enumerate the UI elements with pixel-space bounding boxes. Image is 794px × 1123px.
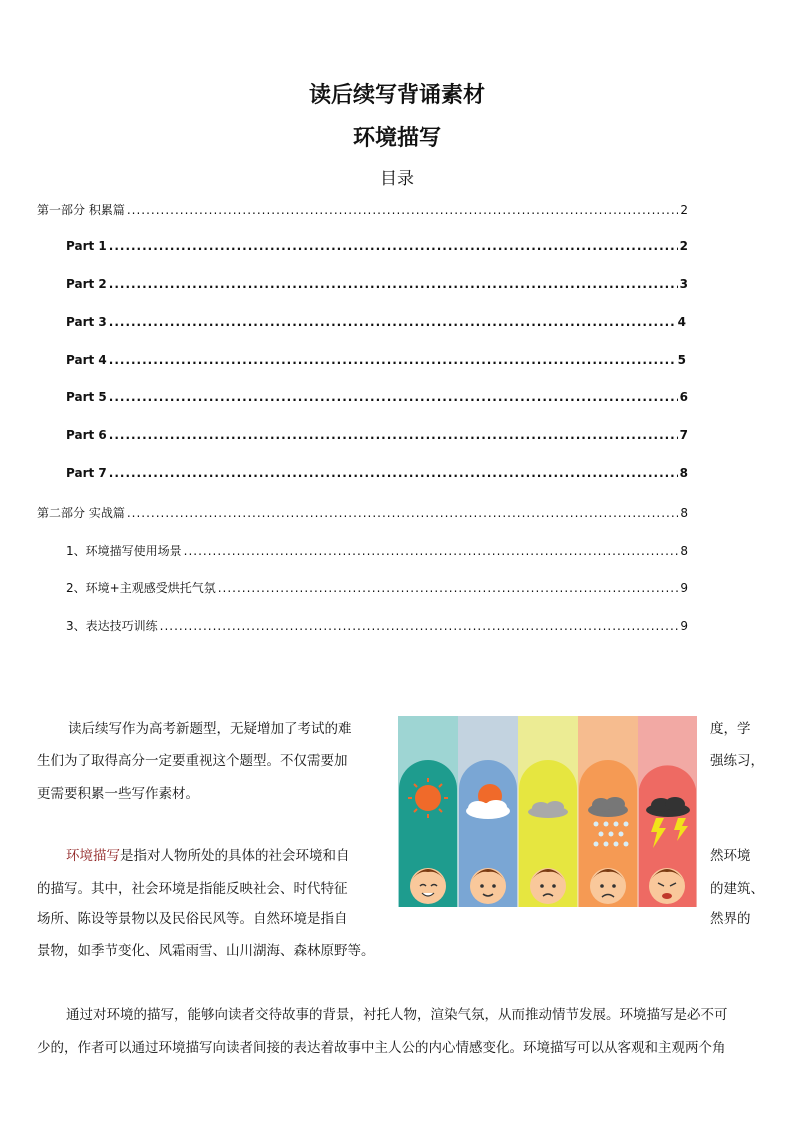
toc-page-number: 8 [680,506,688,520]
para1-line1-left: 读后续写作为高考新题型，无疑增加了考试的难 [68,721,352,737]
toc-entry-part-1[interactable] [66,239,688,253]
para1-line3: 更需要积累一些写作素材。 [37,786,199,802]
toc-label: Part 6 [66,428,107,442]
toc-entry-part1[interactable] [37,201,688,218]
para1-line2-left: 生们为了取得高分一定要重视这个题型。不仅需要加 [37,753,348,769]
para2-line3-right: 然界的 [710,911,751,927]
toc-leader [109,428,678,442]
toc-page-number: 2 [679,239,688,253]
toc-page-number: 4 [677,315,686,329]
toc-leader [109,277,678,291]
toc-leader [109,466,678,480]
para3-line2: 少的，作者可以通过环境描写向读者间接的表达着故事中主人公的内心情感变化。环境描写可以从客观和主观两个角 [37,1040,726,1056]
weather-moods-illustration [398,716,697,907]
toc-page-number: 9 [680,581,688,595]
toc-entry-part-5[interactable] [66,390,688,404]
toc-leader [109,315,676,329]
toc-entry-atmosphere[interactable] [66,579,688,596]
toc-entry-part-4[interactable] [66,353,686,367]
toc-page-number: 6 [679,390,688,404]
para1-line1-right: 度，学 [710,721,751,737]
toc-entry-part2[interactable] [37,504,688,521]
toc-entry-part-7[interactable] [66,466,688,480]
toc-page-number: 9 [680,619,688,633]
toc-label: 2、环境+主观感受烘托气氛 [66,581,216,595]
smiling-face-icon [470,868,506,904]
sad-face-icon [590,868,626,904]
toc-page-number: 3 [679,277,688,291]
para2-line1-text: 是指对人物所处的具体的社会环境和自 [120,848,350,864]
toc-leader [109,390,678,404]
toc-leader [218,581,679,595]
para2-line4: 景物，如季节变化、风霜雨雪、山川湖海、森林原野等。 [37,943,375,959]
toc-label: 第一部分 积累篇 [37,203,125,217]
toc-leader [127,506,679,520]
toc-label: 1、环境描写使用场景 [66,544,182,558]
neutral-face-icon [530,868,566,904]
para2-line1-right: 然环境 [710,848,751,864]
toc-label: Part 3 [66,315,107,329]
toc-leader [127,203,679,217]
toc-entry-techniques[interactable] [66,617,688,634]
toc-page-number: 7 [679,428,688,442]
toc-label: Part 2 [66,277,107,291]
toc-label: 3、表达技巧训练 [66,619,158,633]
para1-line2-right: 强练习， [710,753,764,769]
toc-page-number: 8 [680,544,688,558]
para3-line1: 通过对环境的描写，能够向读者交待故事的背景，衬托人物，渲染气氛，从而推动情节发展。环境描写是必不可 [66,1007,728,1023]
para2-line2-left: 的描写。其中，社会环境是指能反映社会、时代特征 [37,881,348,897]
toc-leader [184,544,679,558]
toc-label: Part 1 [66,239,107,253]
para2-line1-left [66,840,350,872]
document-subtitle: 环境描写 [352,126,441,151]
toc-leader [160,619,679,633]
para2-line3-left: 场所、陈设等景物以及民俗民风等。自然环境是指自 [37,911,348,927]
highlight-term: 环境描写 [66,848,120,864]
toc-label: Part 5 [66,390,107,404]
toc-leader [109,239,678,253]
toc-entry-scenarios[interactable] [66,542,688,559]
toc-heading: 目录 [380,169,414,189]
angry-face-icon [649,868,685,904]
toc-page-number: 8 [679,466,688,480]
toc-label: Part 7 [66,466,107,480]
toc-page-number: 2 [680,203,688,217]
toc-label: 第二部分 实战篇 [37,506,125,520]
toc-leader [109,353,676,367]
document-title: 读后续写背诵素材 [308,83,485,108]
toc-entry-part-2[interactable] [66,277,688,291]
toc-label: Part 4 [66,353,107,367]
happy-face-icon [410,868,446,904]
para2-line2-right: 的建筑、 [710,881,764,897]
toc-entry-part-3[interactable] [66,315,686,329]
toc-entry-part-6[interactable] [66,428,688,442]
toc-page-number: 5 [677,353,686,367]
